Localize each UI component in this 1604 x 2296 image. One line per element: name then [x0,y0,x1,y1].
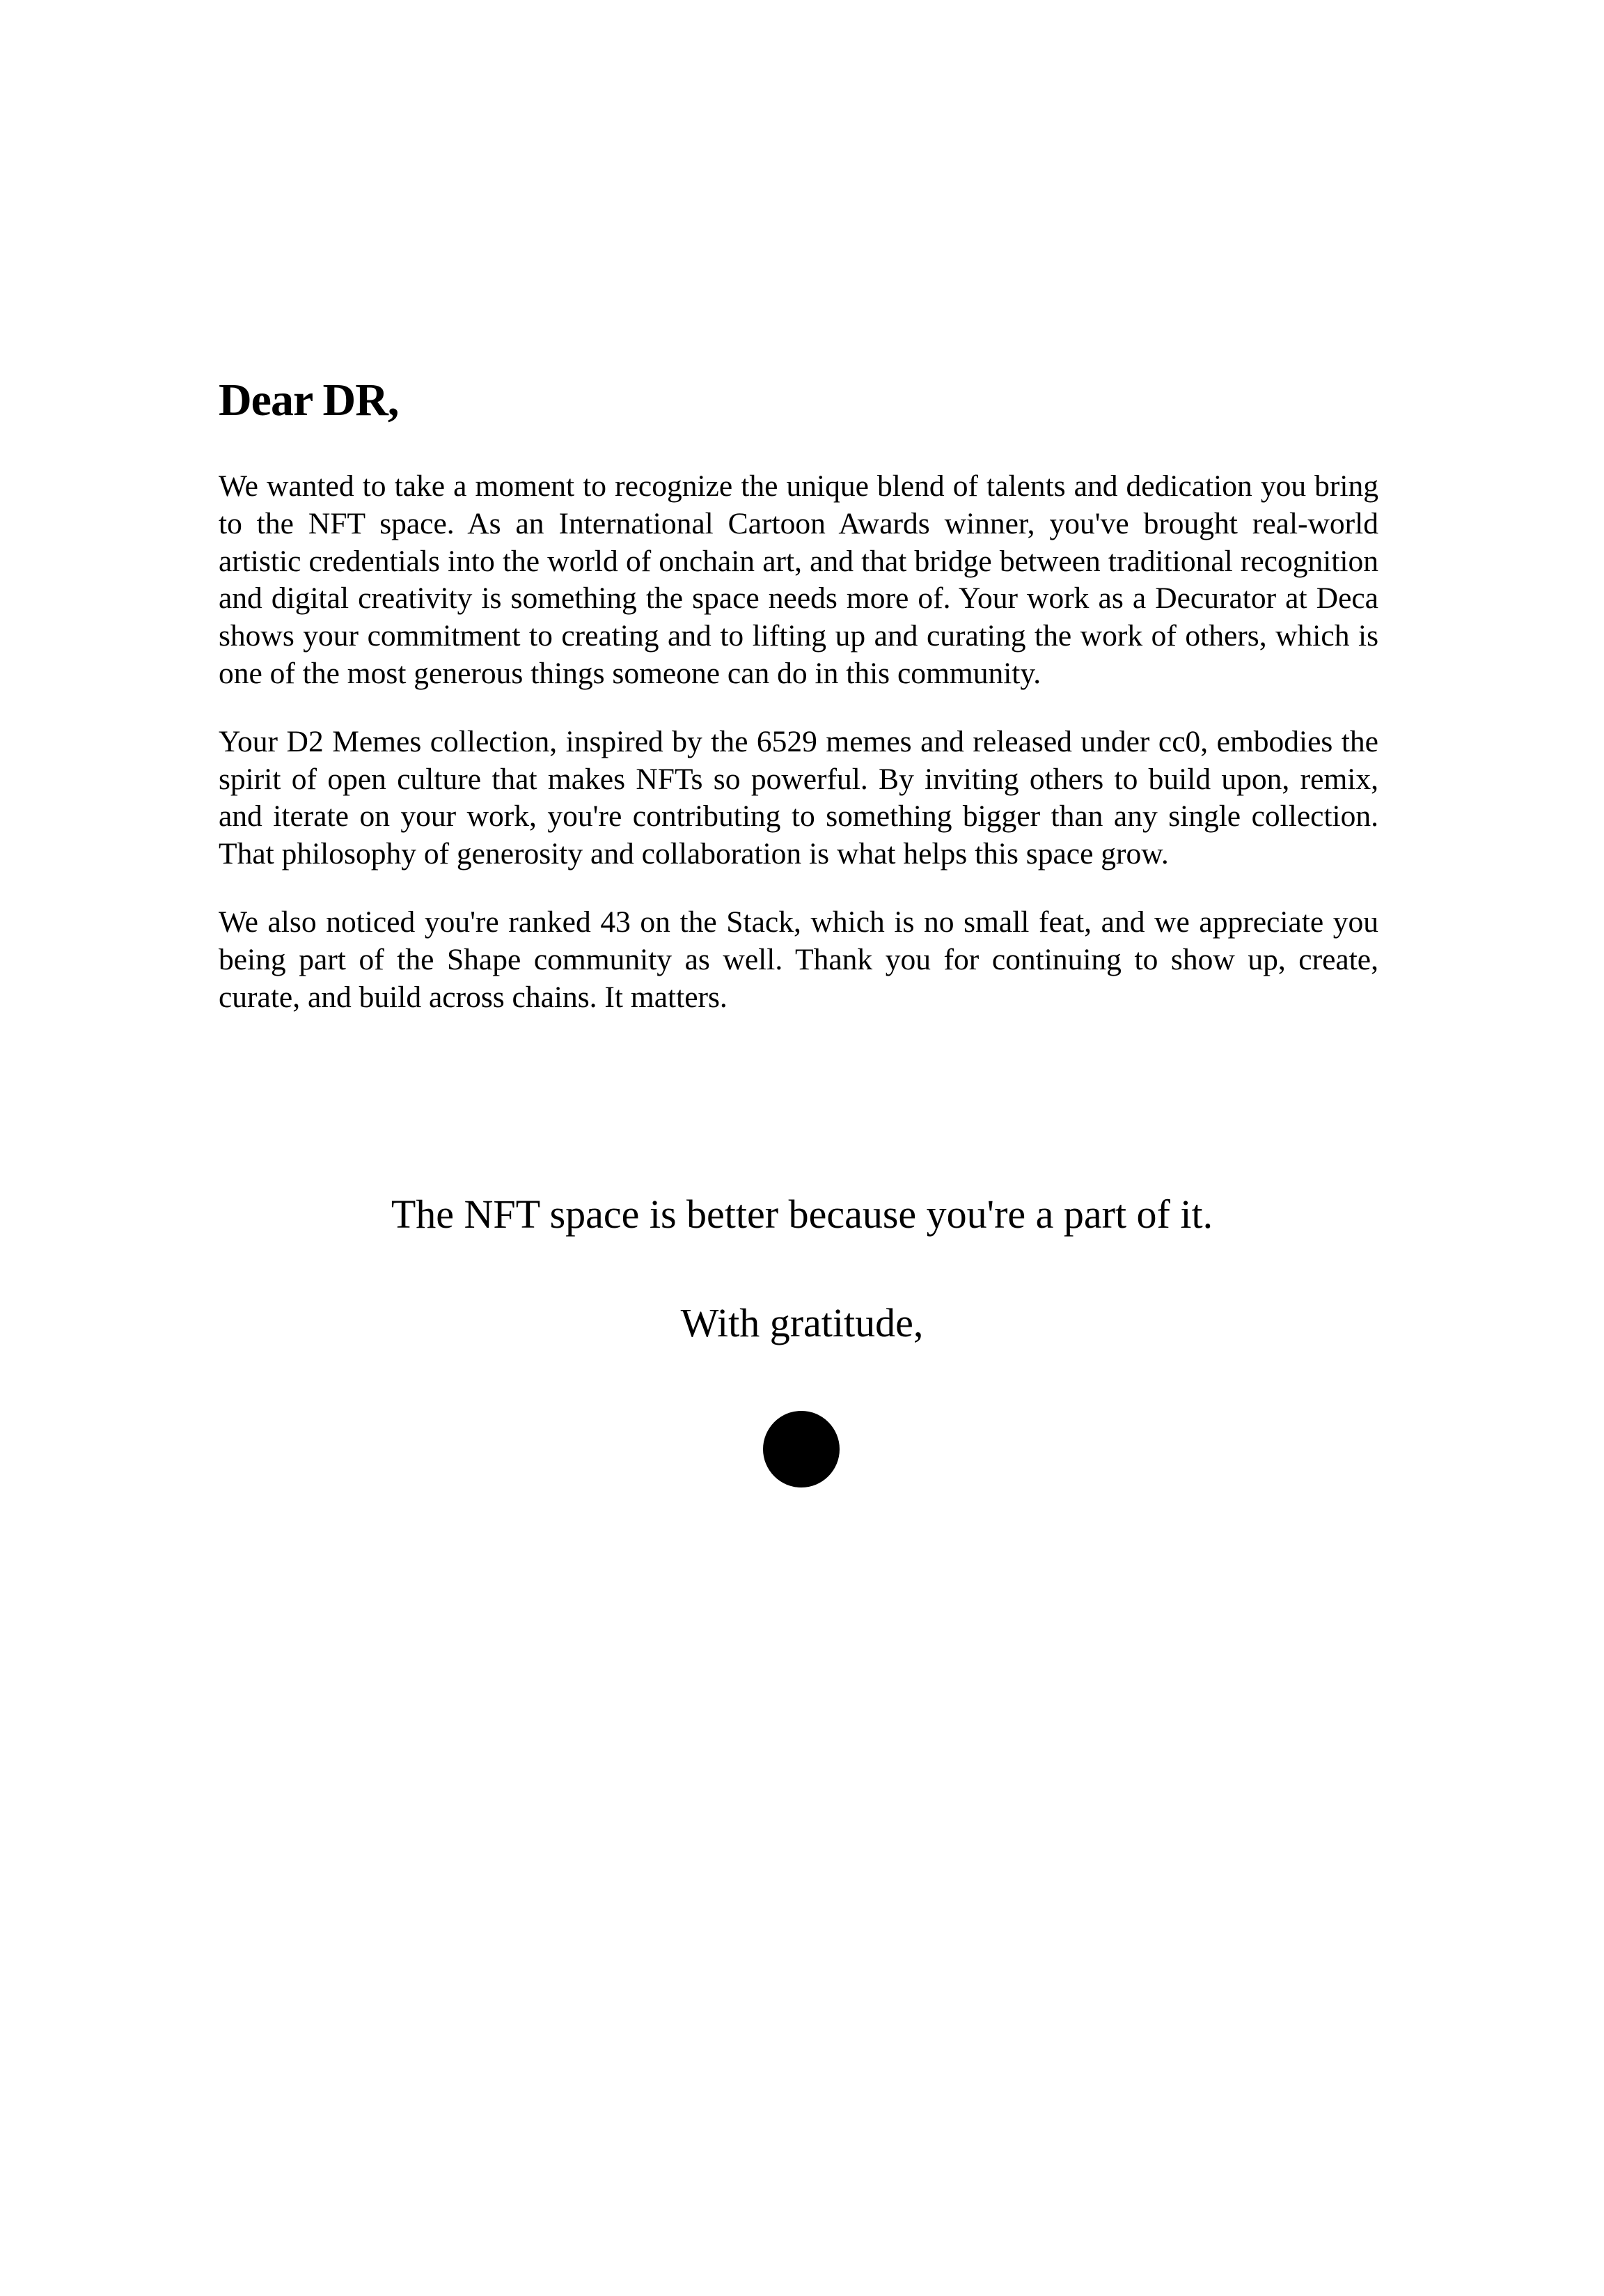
closing-line: The NFT space is better because you're a part of it. [391,1192,1213,1237]
signoff: With gratitude, [680,1300,924,1345]
salutation: Dear DR, [219,375,399,425]
letter-body [219,369,1378,1047]
signature-dot-icon [763,1411,840,1487]
paragraph-recognition: We wanted to take a moment to recognize the unique blend of talents and dedication you bring to the NFT space. As an International Cartoon Awards winner, you've brought real-world artistic credentials into the world of onchain art, and that bridge between traditional recognition and digital creativity is something the space needs more of. Your work as a Decurator at Deca shows your commitment to creating and to lifting up and curating the work of others, which is one of the most generous things someone can do in this community. [219,469,1378,690]
paragraph-stack-ranking: We also noticed you're ranked 43 on the Stack, which is no small feat, and we appreciate you being part of the Shape community as well. Thank you for continuing to show up, create, curate, and build across chains. It matters. [219,905,1378,1014]
paragraph-d2-memes: Your D2 Memes collection, inspired by the 6529 memes and released under cc0, embodies the spirit of open culture that makes NFTs so powerful. By inviting others to build upon, remix, and iterate on your work, you're contributing to something bigger than any single collection. That philosophy of generosity and collaboration is what helps this space grow. [219,724,1378,871]
